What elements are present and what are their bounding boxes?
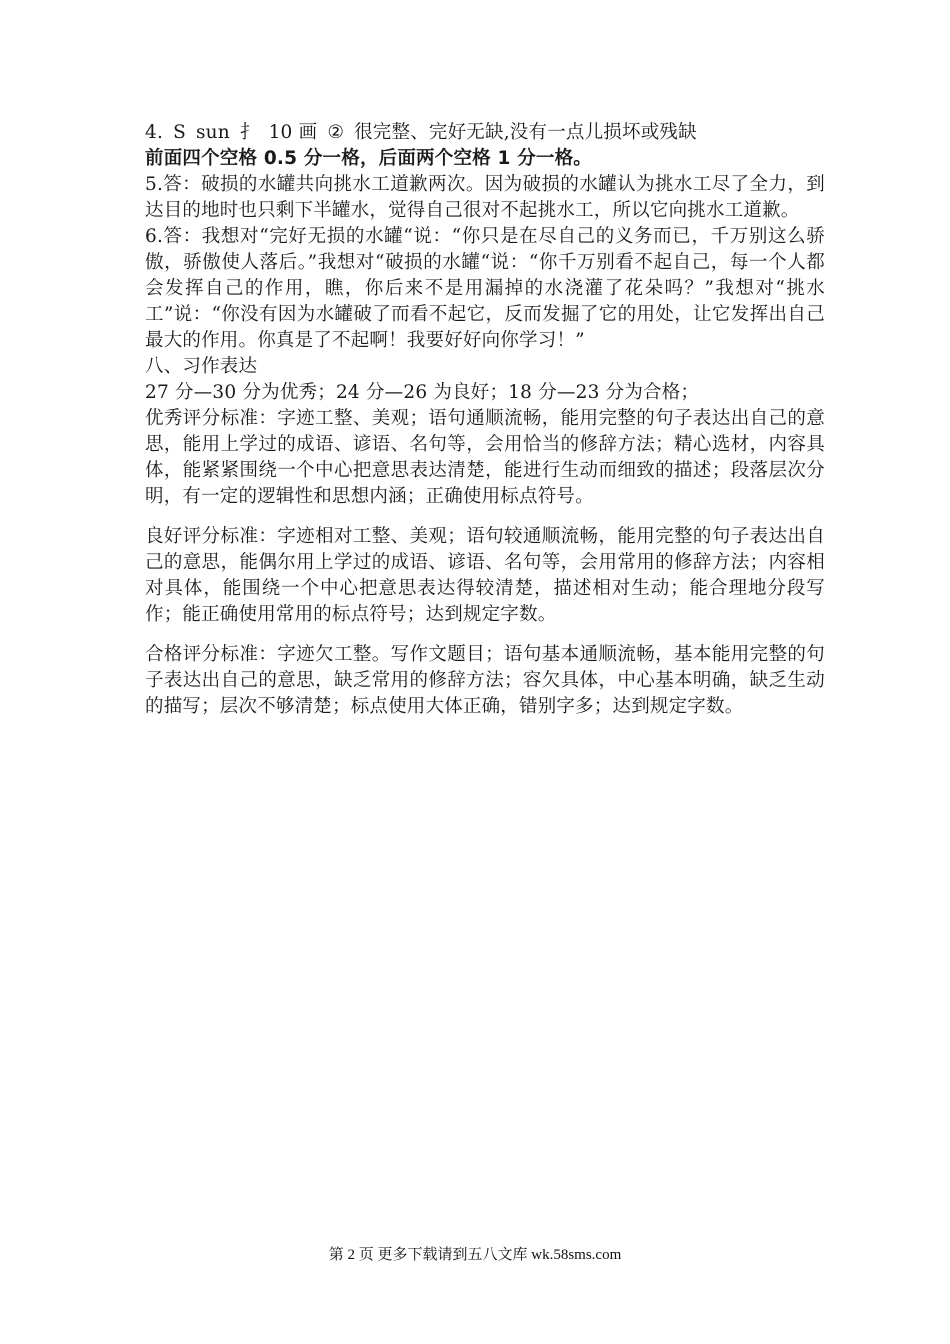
answer-4-number: 4. xyxy=(145,122,164,143)
section-heading: 八、习作表达 xyxy=(145,356,258,377)
answer-4-circle: ② xyxy=(327,122,345,143)
grade-ranges: 27 分—30 分为优秀；24 分—26 为良好；18 分—23 分为合格； xyxy=(145,382,700,403)
answer-4-pinyin: sun xyxy=(195,122,230,143)
excellent-criteria: 优秀评分标准：字迹工整、美观；语句通顺流畅，能用完整的句子表达出自己的意思，能用上学过的成语、谚语、名句等，会用恰当的修辞方法；精心选材，内容具体，能紧紧围绕一个中心把意思表达清楚，能进行生动而细致的描述；段落层次分明，有一定的逻辑性和思想内涵；正确使用标点符号。 xyxy=(145,408,825,507)
good-criteria: 良好评分标准：字迹相对工整、美观；语句较通顺流畅，能用完整的句子表达出自己的意思，能偶尔用上学过的成语、谚语、名句等，会用常用的修辞方法；内容相对具体，能围绕一个中心把意思表达得较清楚，描述相对生动；能合理地分段写作；能正确使用常用的标点符号；达到规定字数。 xyxy=(145,526,825,625)
answer-4 xyxy=(145,120,825,146)
document-body xyxy=(145,120,825,720)
answer-6: 6.答：我想对“完好无损的水罐“说：“你只是在尽自己的义务而已，千万别这么骄傲，骄傲使人落后。”我想对“破损的水罐“说：“你千万别看不起自己，每一个人都会发挥自己的作用，瞧，你后来不是用漏掉的水浇灌了花朵吗？”我想对“挑水工”说：“你没有因为水罐破了而看不起它，反而发掘了它的用处，让它发挥出自己最大的作用。你真是了不起啊！我要好好向你学习！” xyxy=(145,226,825,351)
answer-4-strokes: 10 画 xyxy=(268,122,318,143)
answer-4-radical: 扌 xyxy=(239,122,259,143)
scoring-note: 前面四个空格 0.5 分一格，后面两个空格 1 分一格。 xyxy=(145,148,593,169)
answer-4-letter: S xyxy=(173,122,186,143)
pass-criteria: 合格评分标准：字迹欠工整。写作文题目；语句基本通顺流畅，基本能用完整的句子表达出自己的意思，缺乏常用的修辞方法；容欠具体，中心基本明确，缺乏生动的描写；层次不够清楚；标点使用大体正确，错别字多；达到规定字数。 xyxy=(145,644,825,717)
page-footer: 第 2 页 更多下载请到五八文库 wk.58sms.com xyxy=(328,1247,622,1263)
answer-5: 5.答：破损的水罐共向挑水工道歉两次。因为破损的水罐认为挑水工尽了全力，到达目的地时也只剩下半罐水，觉得自己很对不起挑水工，所以它向挑水工道歉。 xyxy=(145,174,825,221)
answer-4-meaning: 很完整、完好无缺,没有一点儿损坏或残缺 xyxy=(354,122,697,143)
